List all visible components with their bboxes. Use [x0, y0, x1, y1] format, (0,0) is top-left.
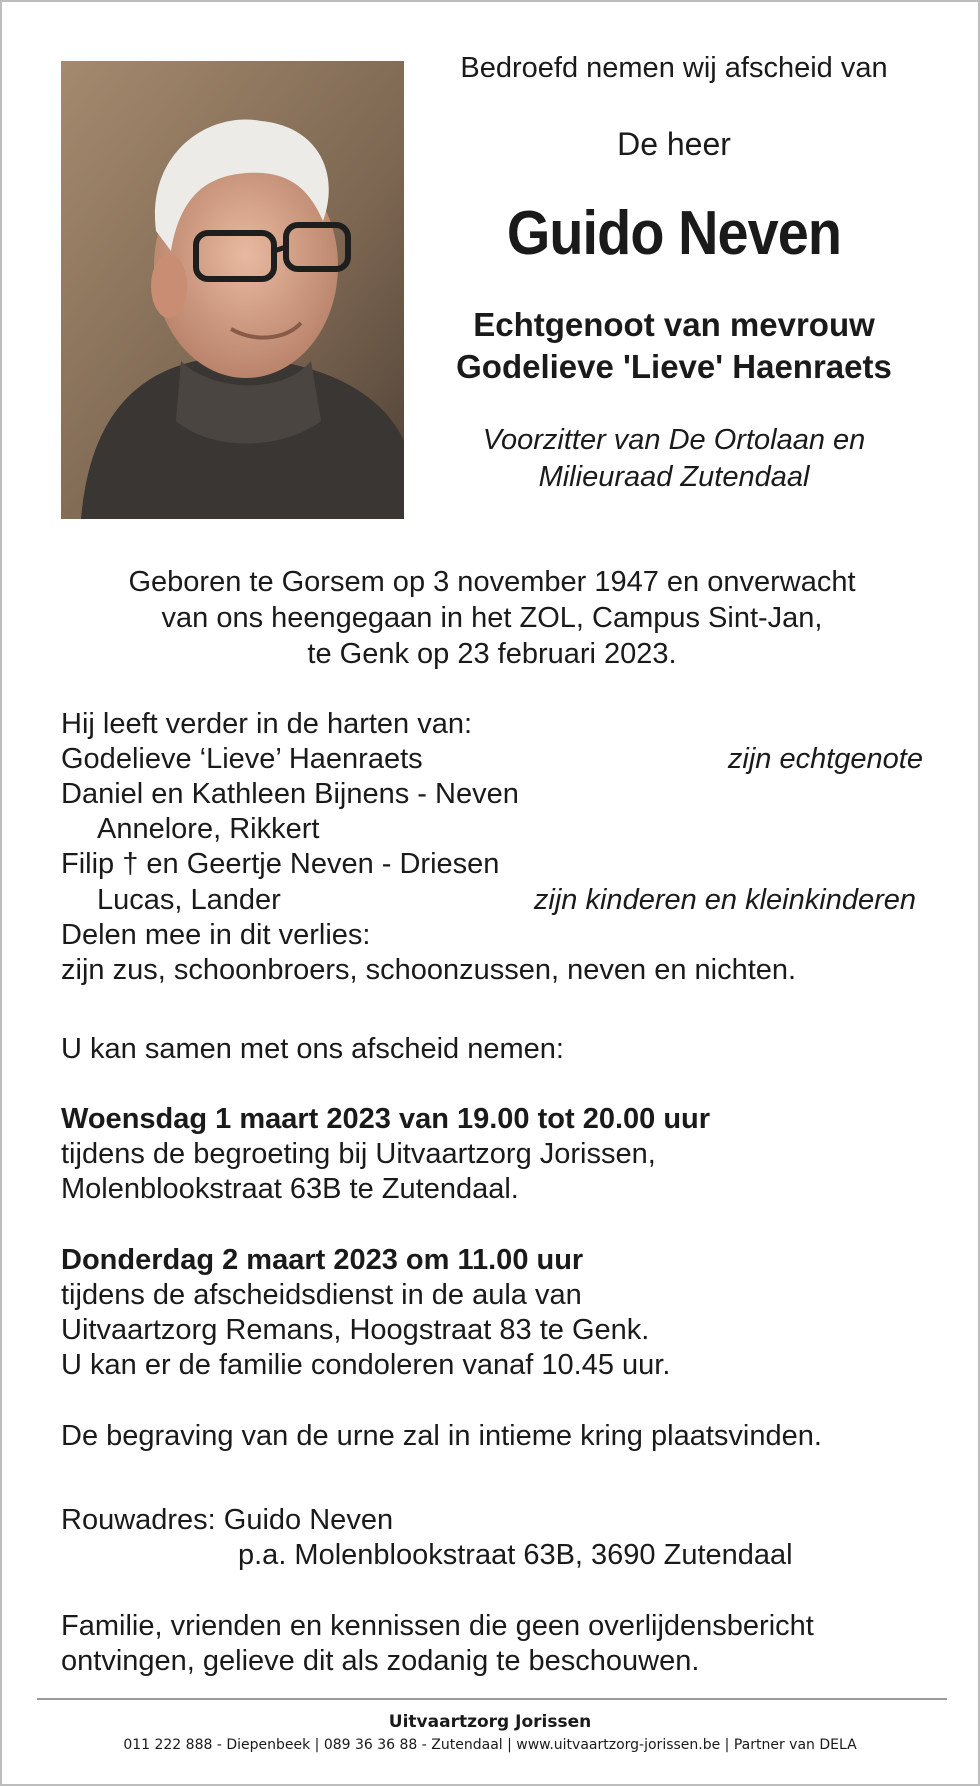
spouse-line-2: Godelieve 'Lieve' Haenraets [456, 348, 892, 385]
spouse-name: Godelieve ‘Lieve’ Haenraets [61, 743, 423, 775]
event-2-line-3: U kan er de familie condoleren vanaf 10.45 uur. [61, 1349, 671, 1381]
event-2-line-2: Uitvaartzorg Remans, Hoogstraat 83 te Genk. [61, 1314, 650, 1346]
intro-text: Bedroefd nemen wij afscheid van [460, 52, 888, 84]
honorific-title: De heer [617, 126, 731, 162]
obituary-card [2, 2, 978, 1784]
grandchildren-2: Lucas, Lander [97, 884, 281, 916]
birth-line-2: van ons heengegaan in het ZOL, Campus Sint-Jan, [161, 602, 823, 634]
event-1-heading: Woensdag 1 maart 2023 van 19.00 tot 20.00 uur [61, 1103, 711, 1135]
funeral-home-contact: 011 222 888 - Diepenbeek | 089 36 36 88 - Zutendaal | www.uitvaartzorg-jorissen.be | Partner van DELA [123, 1737, 857, 1753]
event-2-line-1: tijdens de afscheidsdienst in de aula van [61, 1279, 582, 1311]
burial-notice: De begraving van de urne zal in intieme kring plaatsvinden. [61, 1420, 822, 1452]
mourning-address-label: Rouwadres: Guido Neven [61, 1504, 394, 1536]
event-1-line-2: Molenblookstraat 63B te Zutendaal. [61, 1173, 519, 1205]
family-intro: Hij leeft verder in de harten van: [61, 708, 473, 740]
farewell-intro: U kan samen met ons afscheid nemen: [61, 1033, 564, 1065]
role-line-1: Voorzitter van De Ortolaan en [482, 424, 866, 456]
spouse-line-1: Echtgenoot van mevrouw [473, 306, 875, 343]
role-info [416, 422, 932, 496]
children-relation: zijn kinderen en kleinkinderen [533, 884, 916, 916]
event-1-line-1: tijdens de begroeting bij Uitvaartzorg Jorissen, [61, 1138, 656, 1170]
event-2-heading: Donderdag 2 maart 2023 om 11.00 uur [61, 1244, 584, 1276]
closing-line-1: Familie, vrienden en kennissen die geen overlijdensbericht [61, 1610, 814, 1642]
child-1: Daniel en Kathleen Bijnens - Neven [61, 778, 519, 810]
footer-divider [37, 1698, 947, 1700]
deceased-name: Guido Neven [506, 199, 842, 268]
birth-line-1: Geboren te Gorsem op 3 november 1947 en onverwacht [128, 566, 856, 598]
grandchildren-1: Annelore, Rikkert [97, 813, 320, 845]
funeral-home-name: Uitvaartzorg Jorissen [388, 1712, 592, 1732]
closing-line-2: ontvingen, gelieve dit als zodanig te beschouwen. [61, 1645, 700, 1677]
spouse-relation: zijn echtgenote [727, 743, 923, 775]
share-intro: Delen mee in dit verlies: [61, 919, 371, 951]
spouse-info [416, 304, 932, 388]
birth-line-3: te Genk op 23 februari 2023. [307, 638, 677, 670]
mourning-address-street: p.a. Molenblookstraat 63B, 3690 Zutendaal [238, 1539, 793, 1571]
birth-death-info [61, 564, 923, 672]
share-list: zijn zus, schoonbroers, schoonzussen, neven en nichten. [61, 954, 797, 986]
child-2: Filip † en Geertje Neven - Driesen [61, 848, 500, 880]
role-line-2: Milieuraad Zutendaal [538, 461, 810, 493]
portrait-photo [61, 61, 404, 519]
